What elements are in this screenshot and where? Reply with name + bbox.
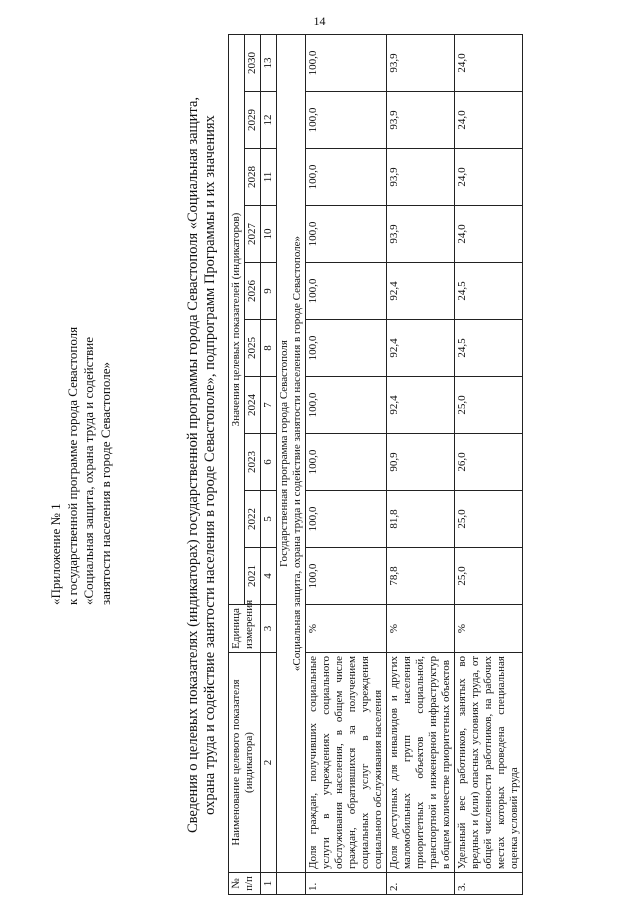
indicator-value: 100,0: [306, 548, 387, 605]
header-num: № п/п: [229, 873, 261, 895]
appendix-line: «Приложение № 1: [48, 503, 63, 605]
column-number: 2: [261, 653, 277, 873]
header-year: 2030: [245, 35, 261, 92]
indicator-value: 24,5: [455, 320, 523, 377]
indicator-value: 100,0: [306, 206, 387, 263]
header-year: 2024: [245, 377, 261, 434]
indicator-value: 100,0: [306, 149, 387, 206]
header-year: 2025: [245, 320, 261, 377]
header-year: 2028: [245, 149, 261, 206]
header-unit: Единица измерения: [229, 605, 261, 653]
indicator-unit: %: [455, 605, 523, 653]
column-number: 13: [261, 35, 277, 92]
column-number: 9: [261, 263, 277, 320]
header-year: 2021: [245, 548, 261, 605]
indicator-value: 100,0: [306, 491, 387, 548]
document-title: [185, 35, 219, 895]
indicator-value: 100,0: [306, 377, 387, 434]
appendix-line: «Социальная защита, охрана труда и содействие: [81, 337, 96, 605]
indicator-value: 25,0: [455, 548, 523, 605]
indicator-value: 100,0: [306, 320, 387, 377]
indicator-value: 78,8: [387, 548, 455, 605]
table-row: [387, 35, 455, 895]
column-number: 8: [261, 320, 277, 377]
indicator-value: 100,0: [306, 35, 387, 92]
indicators-table: [228, 34, 523, 895]
column-number: 3: [261, 605, 277, 653]
indicator-value: 24,0: [455, 149, 523, 206]
header-year: 2023: [245, 434, 261, 491]
header-year: 2027: [245, 206, 261, 263]
indicator-unit: %: [387, 605, 455, 653]
page-number: 14: [313, 14, 326, 28]
title-line: Сведения о целевых показателях (индикаторах) государственной программы города Севастополя «Социальная защита,: [185, 96, 201, 834]
row-number: 2.: [387, 873, 455, 895]
section-program-title: Государственная программа города Севастополя: [278, 340, 290, 567]
indicator-value: 100,0: [306, 434, 387, 491]
indicator-value: 93,9: [387, 35, 455, 92]
indicator-value: 25,0: [455, 377, 523, 434]
section-blank-cell: [277, 873, 306, 895]
indicator-value: 24,5: [455, 263, 523, 320]
section-heading: [277, 35, 306, 873]
indicator-value: 93,9: [387, 92, 455, 149]
indicator-name: Доля доступных для инвалидов и других маломобильных групп населения приоритетных объектов социальной, транспортной и инженерной инфраструктур в общем количестве приоритетных объектов: [387, 653, 455, 873]
column-number: 10: [261, 206, 277, 263]
header-values-group: Значения целевых показателей (индикаторов): [229, 35, 245, 605]
table-row: [455, 35, 523, 895]
header-year: 2029: [245, 92, 261, 149]
header-year: 2026: [245, 263, 261, 320]
column-number: 11: [261, 149, 277, 206]
indicator-name: Удельный вес работников, занятых во вредных и (или) опасных условиях труда, от общей численности работников, на рабочих местах которых проведена специальная оценка условий труда: [455, 653, 523, 873]
indicator-value: 24,0: [455, 92, 523, 149]
indicator-value: 93,9: [387, 206, 455, 263]
column-number: 1: [261, 873, 277, 895]
indicator-unit: %: [306, 605, 387, 653]
indicator-value: 93,9: [387, 149, 455, 206]
indicator-value: 81,8: [387, 491, 455, 548]
column-number: 12: [261, 92, 277, 149]
indicator-value: 100,0: [306, 263, 387, 320]
header-name: Наименование целевого показателя (индикатора): [229, 653, 261, 873]
indicator-value: 90,9: [387, 434, 455, 491]
indicator-value: 26,0: [455, 434, 523, 491]
row-number: 3.: [455, 873, 523, 895]
column-number: 5: [261, 491, 277, 548]
indicator-value: 92,4: [387, 320, 455, 377]
indicator-value: 100,0: [306, 92, 387, 149]
indicator-value: 24,0: [455, 206, 523, 263]
indicator-value: 92,4: [387, 377, 455, 434]
appendix-line: занятости населения в городе Севастополе»: [97, 362, 113, 605]
indicator-name: Доля граждан, получивших социальные услуги в учреждениях социального обслуживания населения, в общем числе граждан, обратившихся за получением социальных услуг в учреждения социального обслуживания населения: [306, 653, 387, 873]
indicator-value: 24,0: [455, 35, 523, 92]
indicator-value: 25,0: [455, 491, 523, 548]
column-number: 7: [261, 377, 277, 434]
appendix-header: [48, 45, 114, 605]
indicator-value: 92,4: [387, 263, 455, 320]
column-number: 6: [261, 434, 277, 491]
header-year: 2022: [245, 491, 261, 548]
column-number: 4: [261, 548, 277, 605]
rotated-sheet: [40, 35, 600, 895]
title-line: охрана труда и содействие занятости населения в городе Севастополе», подпрограмм Программы и их значениях: [202, 115, 218, 815]
table-row: [306, 35, 387, 895]
row-number: 1.: [306, 873, 387, 895]
appendix-line: к государственной программе города Севастополя: [64, 326, 80, 605]
section-program-name: «Социальная защита, охрана труда и содействие занятости населения в городе Севастополе»: [291, 235, 303, 672]
